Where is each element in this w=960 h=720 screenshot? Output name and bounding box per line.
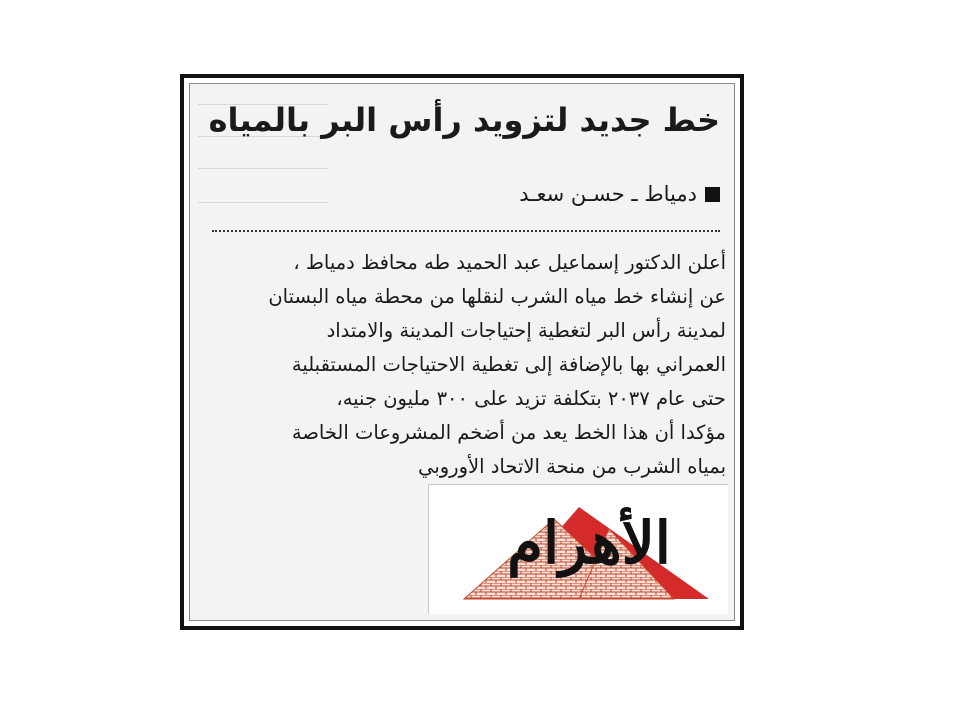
ahram-wordmark: الأهرام xyxy=(507,509,671,577)
body-line: لمدينة رأس البر لتغطية إحتياجات المدينة والامتداد xyxy=(326,319,726,342)
dotted-divider xyxy=(212,230,720,232)
article-byline xyxy=(400,178,720,210)
body-line: عن إنشاء خط مياه الشرب لنقلها من محطة مياه البستان xyxy=(268,285,726,308)
body-line: بمياه الشرب من منحة الاتحاد الأوروبي xyxy=(418,455,726,478)
body-line: مؤكدا أن هذا الخط يعد من أضخم المشروعات الخاصة xyxy=(291,421,726,444)
clipping-paper xyxy=(189,83,735,621)
body-line: أعلن الدكتور إسماعيل عبد الحميد طه محافظ دمياط ، xyxy=(293,251,726,274)
byline-text: دمياط ـ حسـن سعـد xyxy=(519,182,697,206)
show-through-line xyxy=(198,202,328,203)
show-through-line xyxy=(198,168,328,169)
byline-square-icon xyxy=(705,187,720,202)
article-body xyxy=(204,246,726,484)
newspaper-clipping-frame xyxy=(180,74,744,630)
logo-box xyxy=(428,484,728,614)
article-headline: خط جديد لتزويد رأس البر بالمياه xyxy=(208,101,720,139)
body-line: حتى عام ٢٠٣٧ بتكلفة تزيد على ٣٠٠ مليون جنيه، xyxy=(336,387,726,410)
body-line: العمراني بها بالإضافة إلى تغطية الاحتياجات المستقبلية xyxy=(291,353,726,376)
